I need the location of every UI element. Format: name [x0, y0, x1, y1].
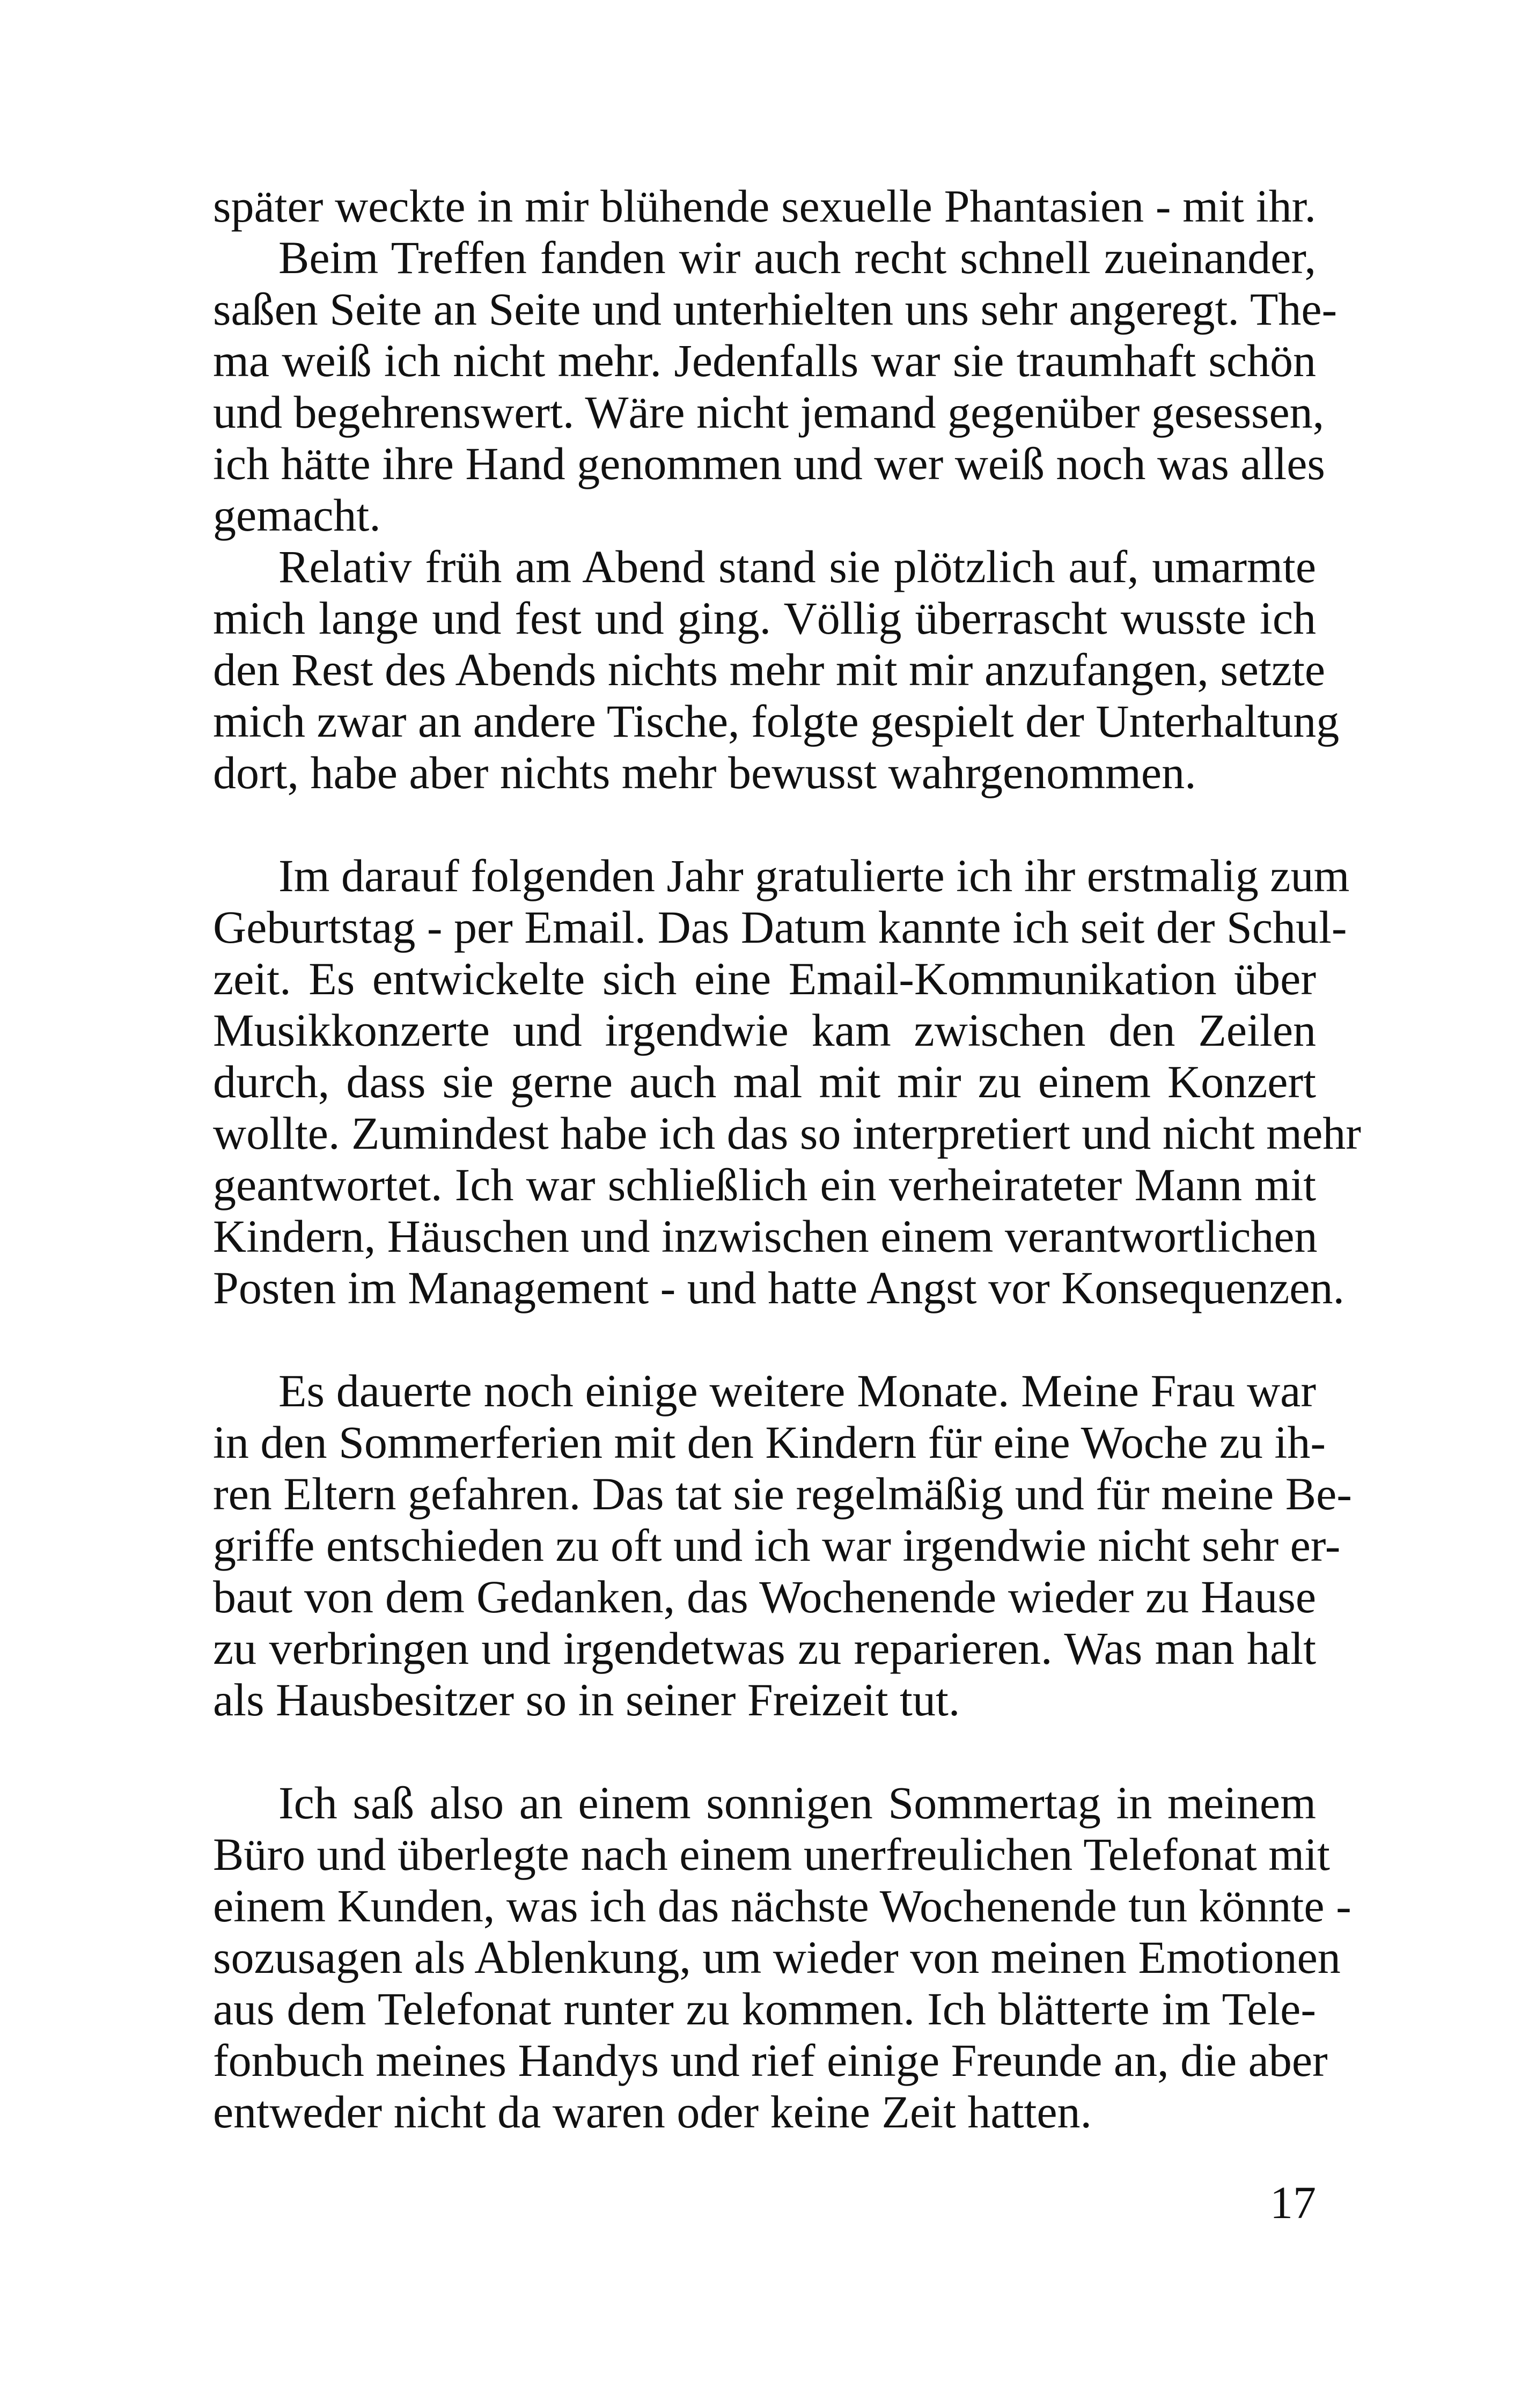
paragraph-gap	[213, 1726, 1316, 1777]
text-line: mich zwar an andere Tische, folgte gespielt der Unterhaltung	[213, 695, 1340, 747]
text-line: aus dem Telefonat runter zu kommen. Ich blätterte im Tele-	[213, 1983, 1316, 2035]
text-line: ma weiß ich nicht mehr. Jedenfalls war sie traumhaft schön	[213, 335, 1316, 386]
text-line: einem Kunden, was ich das nächste Wochenende tun könnte -	[213, 1880, 1351, 1932]
paragraph-gap	[213, 798, 1316, 850]
text-line: fonbuch meines Handys und rief einige Freunde an, die aber	[213, 2035, 1328, 2086]
text-line: ren Eltern gefahren. Das tat sie regelmäßig und für meine Be-	[213, 1468, 1352, 1519]
paragraph-gap	[213, 1313, 1316, 1365]
text-line: später weckte in mir blühende sexuelle Phantasien - mit ihr.	[213, 180, 1316, 232]
text-line: Musikkonzerte und irgendwie kam zwischen den Zeilen	[213, 1004, 1316, 1056]
text-line: den Rest des Abends nichts mehr mit mir anzufangen, setzte	[213, 644, 1326, 695]
text-line: entweder nicht da waren oder keine Zeit hatten.	[213, 2086, 1092, 2138]
text-line: durch, dass sie gerne auch mal mit mir zu einem Konzert	[213, 1056, 1316, 1107]
text-line: Geburtstag - per Email. Das Datum kannte ich seit der Schul-	[213, 901, 1347, 953]
text-line: Kindern, Häuschen und inzwischen einem verantwortlichen	[213, 1210, 1318, 1262]
text-line: und begehrenswert. Wäre nicht jemand gegenüber gesessen,	[213, 386, 1325, 438]
text-line: zeit. Es entwickelte sich eine Email-Kommunikation über	[213, 953, 1316, 1004]
text-line: griffe entschieden zu oft und ich war irgendwie nicht sehr er-	[213, 1519, 1341, 1571]
text-line: in den Sommerferien mit den Kindern für eine Woche zu ih-	[213, 1416, 1326, 1468]
text-line: zu verbringen und irgendetwas zu reparieren. Was man halt	[213, 1623, 1316, 1674]
body-text	[213, 180, 1361, 2138]
text-line: dort, habe aber nichts mehr bewusst wahrgenommen.	[213, 747, 1196, 798]
text-line: wollte. Zumindest habe ich das so interpretiert und nicht mehr	[213, 1107, 1361, 1159]
page-number: 17	[1270, 2177, 1316, 2228]
text-line: mich lange und fest und ging. Völlig überrascht wusste ich	[213, 592, 1316, 644]
text-line: Im darauf folgenden Jahr gratulierte ich ihr erstmalig zum	[278, 850, 1350, 901]
text-line: Es dauerte noch einige weitere Monate. Meine Frau war	[278, 1365, 1316, 1416]
text-line: ich hätte ihre Hand genommen und wer weiß noch was alles	[213, 438, 1325, 489]
text-line: baut von dem Gedanken, das Wochenende wieder zu Hause	[213, 1571, 1316, 1623]
text-line: sozusagen als Ablenkung, um wieder von meinen Emotionen	[213, 1932, 1341, 1983]
text-line: Posten im Management - und hatte Angst vor Konsequenzen.	[213, 1262, 1344, 1313]
text-line: Ich saß also an einem sonnigen Sommertag in meinem	[278, 1777, 1316, 1829]
text-line: geantwortet. Ich war schließlich ein verheirateter Mann mit	[213, 1159, 1316, 1210]
text-line: saßen Seite an Seite und unterhielten uns sehr angeregt. The-	[213, 283, 1338, 335]
text-line: Beim Treffen fanden wir auch recht schnell zueinander,	[278, 232, 1316, 283]
text-line: Relativ früh am Abend stand sie plötzlich auf, umarmte	[278, 541, 1316, 592]
text-line: gemacht.	[213, 489, 381, 541]
text-line: Büro und überlegte nach einem unerfreulichen Telefonat mit	[213, 1829, 1330, 1880]
text-line: als Hausbesitzer so in seiner Freizeit tut.	[213, 1674, 960, 1726]
